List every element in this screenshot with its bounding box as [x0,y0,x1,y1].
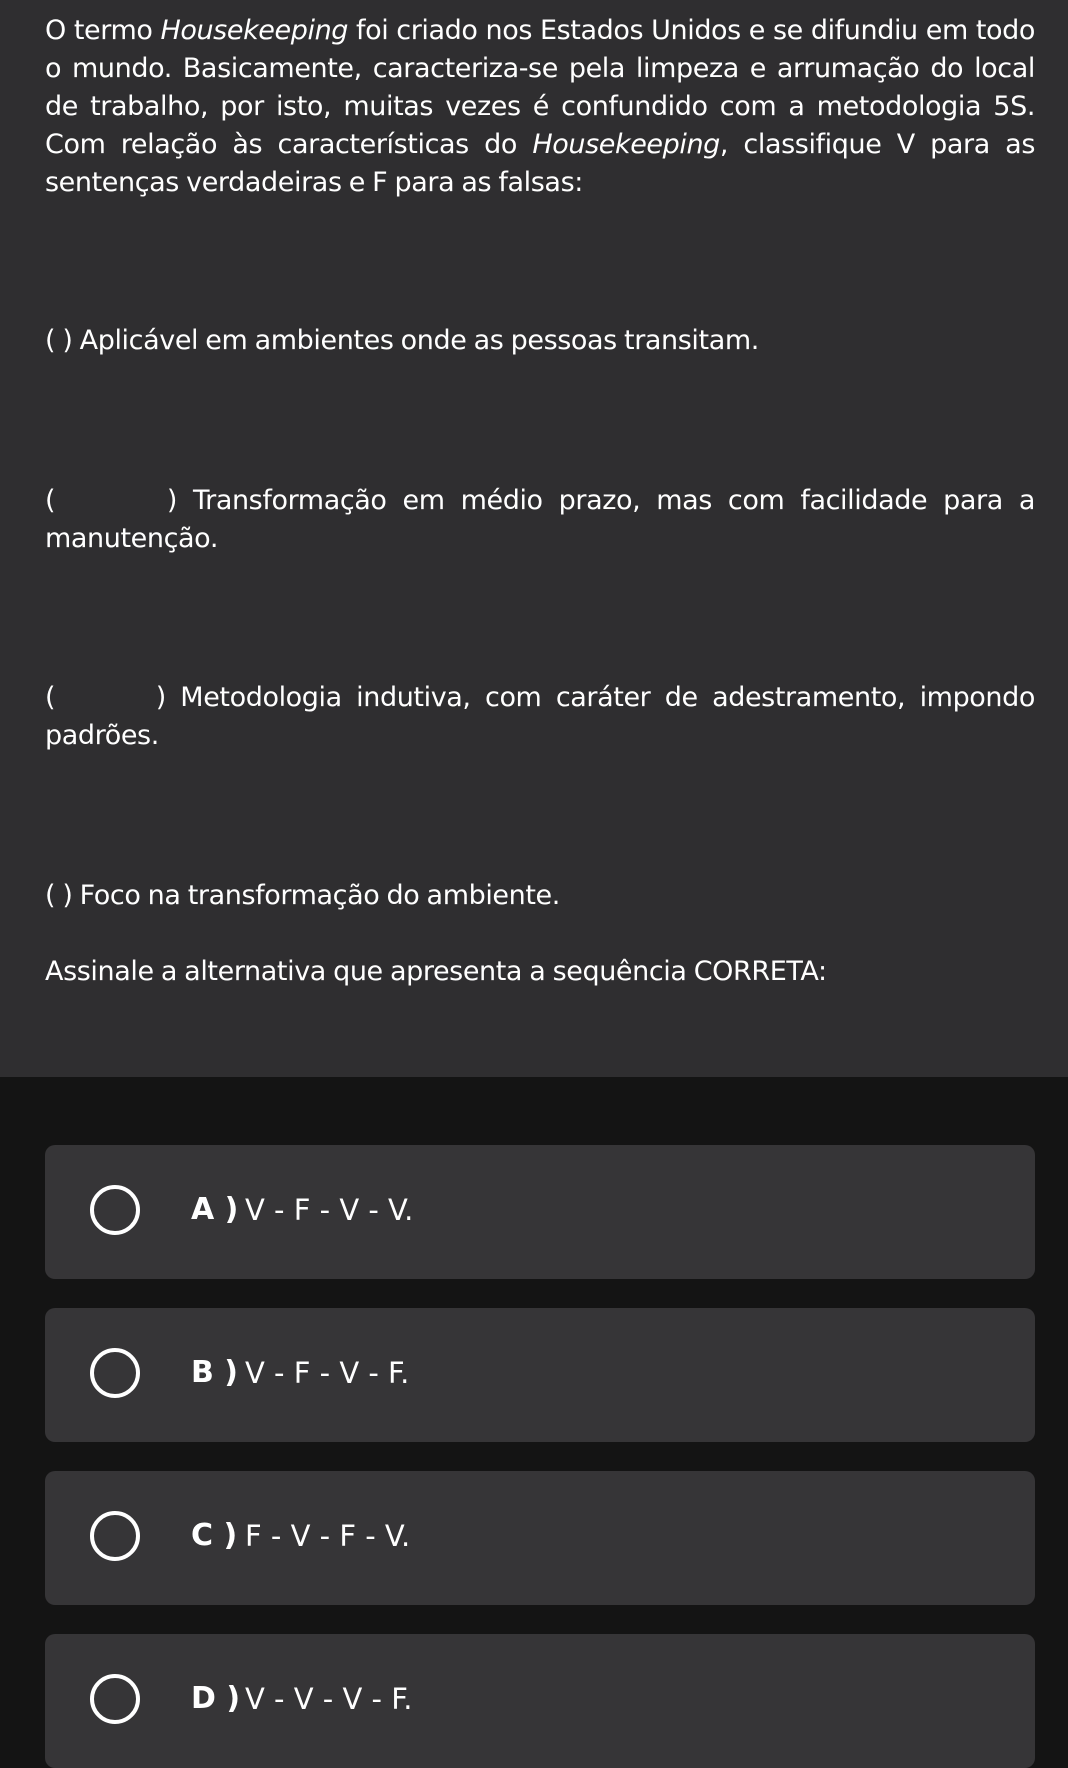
statement-3 [45,679,1035,755]
option-b-letter: B ) [191,1355,239,1390]
option-d-letter: D ) [191,1681,241,1716]
answer-options [0,1077,1068,1720]
radio-circle-icon[interactable] [90,1348,140,1398]
option-d-text: V - V - V - F. [245,1682,413,1716]
statement-2 [45,482,1035,558]
radio-circle-icon[interactable] [90,1511,140,1561]
option-a-text: V - F - V - V. [245,1193,414,1227]
option-a[interactable] [45,1145,1035,1279]
option-d[interactable] [45,1634,1035,1768]
statement-4-paren: ( ) [45,880,73,911]
intro-term1: Housekeeping [160,15,349,46]
intro-term2: Housekeeping [532,129,720,160]
statement-1 [45,322,1035,360]
statement-1-paren: ( ) [45,325,73,356]
intro-part2: foi criado nos Estados Unidos e se difundiu em todo o mundo. Basicamente, caracteriza-se pela limpeza e arrumação do local de trabalho, por isto, muitas vezes é confundido com a metodologia 5S. Com relação às características do [45,15,1035,160]
statement-4-text: Foco na transformação do ambiente. [72,880,560,911]
option-c-text: F - V - F - V. [245,1519,411,1553]
radio-circle-icon[interactable] [90,1185,140,1235]
statement-2-paren: ( ) [45,485,178,516]
statement-4 [45,877,1035,915]
question-prompt: Assinale a alternativa que apresenta a sequência CORRETA: [45,956,827,987]
radio-circle-icon[interactable] [90,1674,140,1724]
question-intro [45,12,1035,202]
statement-2-text: Transformação em médio prazo, mas com facilidade para a manutenção. [45,485,1036,554]
statement-1-text: Aplicável em ambientes onde as pessoas transitam. [72,325,759,356]
statement-3-text: Metodologia indutiva, com caráter de adestramento, impondo padrões. [45,682,1035,751]
intro-part1: O termo [45,15,161,46]
option-c-letter: C ) [191,1518,238,1553]
option-b[interactable] [45,1308,1035,1442]
statement-3-paren: ( ) [45,682,166,713]
option-b-text: V - F - V - F. [245,1356,410,1390]
option-a-letter: A ) [191,1192,239,1227]
option-c[interactable] [45,1471,1035,1605]
intro-part3: , classifique V para as sentenças verdadeiras e F para as falsas: [45,129,1035,198]
